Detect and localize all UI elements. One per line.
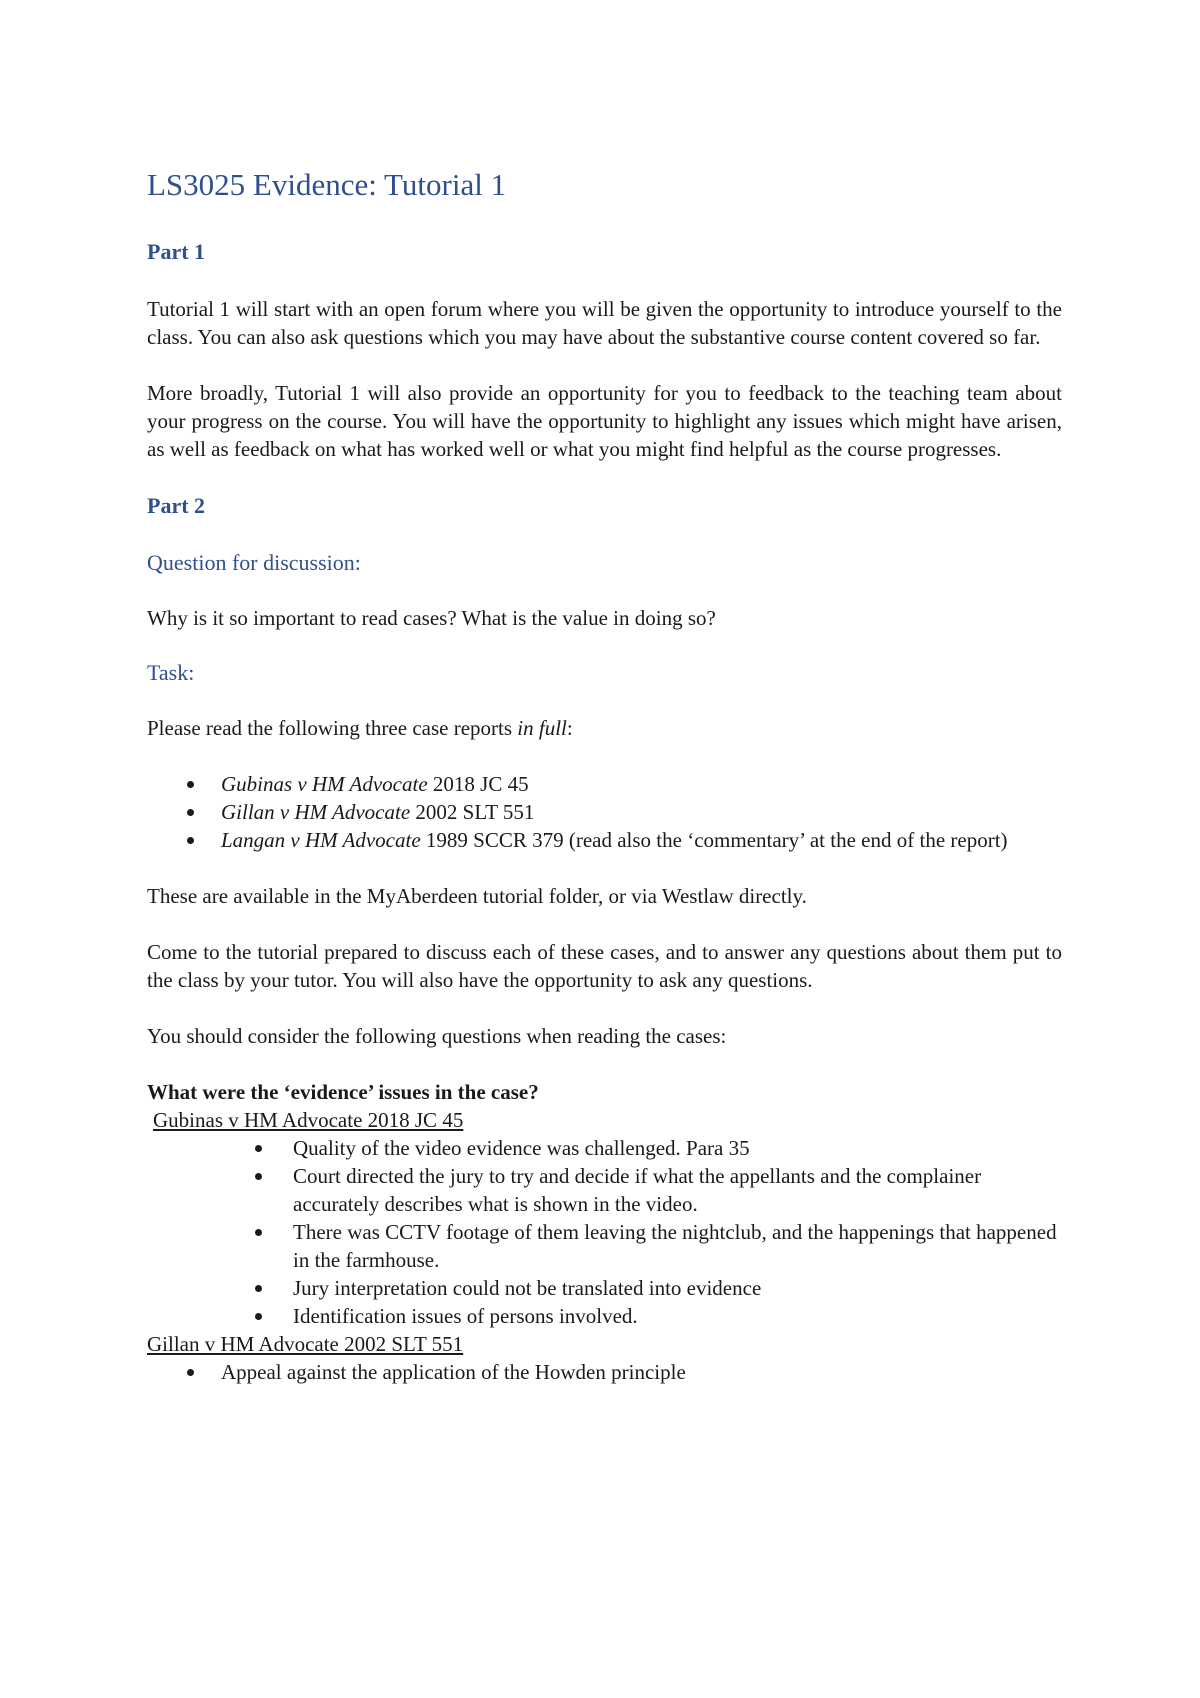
part1-paragraph-1: Tutorial 1 will start with an open forum where you will be given the opportunity to introduce yourself to the class. You can also ask questions which you may have about the substantive course content covered so far.: [147, 297, 1062, 350]
gillan-points: [147, 1358, 1062, 1386]
document-title: LS3025 Evidence: Tutorial 1: [147, 167, 507, 202]
list-item: Quality of the video evidence was challenged. Para 35: [147, 1134, 1062, 1162]
list-item: Gillan v HM Advocate 2002 SLT 551: [147, 798, 1062, 826]
list-item: Langan v HM Advocate 1989 SCCR 379 (read also the ‘commentary’ at the end of the report): [147, 826, 1062, 854]
in-full-emphasis: in full: [517, 716, 567, 741]
part1-heading: Part 1: [147, 238, 206, 264]
task-heading: Task:: [147, 659, 195, 685]
list-item: There was CCTV footage of them leaving the nightclub, and the happenings that happened in the farmhouse.: [147, 1218, 1062, 1274]
evidence-question: What were the ‘evidence’ issues in the case?: [147, 1080, 539, 1105]
gubinas-points: [147, 1134, 1062, 1330]
discussion-question: Why is it so important to read cases? What is the value in doing so?: [147, 605, 716, 630]
list-item: Identification issues of persons involved.: [147, 1302, 1062, 1330]
list-item: Jury interpretation could not be translated into evidence: [147, 1274, 1062, 1302]
read-instruction: Please read the following three case reports in full:: [147, 716, 573, 741]
document-content: [147, 166, 1062, 1386]
part1-paragraph-2: More broadly, Tutorial 1 will also provide an opportunity for you to feedback to the teaching team about your progress on the course. You will have the opportunity to highlight any issues which might have arisen, as well as feedback on what has worked well or what you might find helpful as the course progresses.: [147, 381, 1062, 462]
gillan-heading: Gillan v HM Advocate 2002 SLT 551: [147, 1332, 464, 1357]
question-heading: Question for discussion:: [147, 549, 361, 575]
list-item: Appeal against the application of the Howden principle: [147, 1358, 1062, 1386]
part2-heading: Part 2: [147, 493, 206, 519]
availability-note: These are available in the MyAberdeen tutorial folder, or via Westlaw directly.: [147, 884, 807, 909]
list-item: Gubinas v HM Advocate 2018 JC 45: [147, 770, 1062, 798]
case-list: [147, 770, 1062, 854]
gubinas-heading: Gubinas v HM Advocate 2018 JC 45: [153, 1108, 464, 1133]
prepare-paragraph: Come to the tutorial prepared to discuss each of these cases, and to answer any questions about them put to the class by your tutor. You will also have the opportunity to ask any questions.: [147, 940, 1062, 993]
list-item: Court directed the jury to try and decide if what the appellants and the complainer accurately describes what is shown in the video.: [147, 1162, 1062, 1218]
consider-paragraph: You should consider the following questions when reading the cases:: [147, 1024, 727, 1049]
